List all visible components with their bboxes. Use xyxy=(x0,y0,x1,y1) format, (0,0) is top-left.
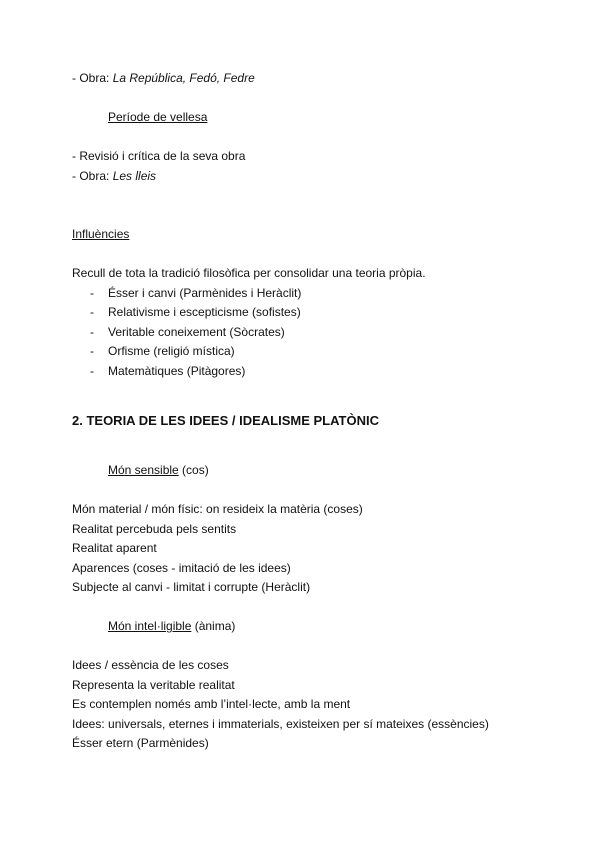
intelligible-line: Representa la veritable realitat xyxy=(72,677,235,692)
sensible-line: Realitat aparent xyxy=(72,541,157,555)
mon-sensible-label: Món sensible xyxy=(108,463,179,477)
mon-sensible-suffix: (cos) xyxy=(178,463,209,477)
influencies-list xyxy=(72,284,572,382)
sensible-line: Aparences (coses - imitació de les idees) xyxy=(72,560,291,575)
dash-bullet: - xyxy=(90,324,94,339)
mon-sensible-heading xyxy=(72,461,572,481)
periode-vellesa-heading xyxy=(72,108,572,128)
dash-bullet: - xyxy=(90,363,94,378)
document-page xyxy=(72,69,572,754)
mon-intelligible-heading xyxy=(72,617,572,637)
sensible-line: Realitat percebuda pels sentits xyxy=(72,521,237,536)
obra-prefix: - Obra: xyxy=(72,71,113,85)
list-item: - Relativisme i escepticisme (sofistes) xyxy=(72,303,572,323)
obra-line-1 xyxy=(72,69,572,89)
obra-titles: La República, Fedó, Fedre xyxy=(112,71,255,85)
obra-title: Les lleis xyxy=(112,168,157,183)
list-item: - Matemàtiques (Pitàgores) xyxy=(72,362,572,382)
intelligible-line: Ésser etern (Parmènides) xyxy=(72,736,209,750)
intelligible-line: Idees: universals, eternes i immaterials, existeixen per sí mateixes (essències) xyxy=(72,716,489,731)
mon-intelligible-label: Món intel·ligible xyxy=(108,619,192,633)
dash-bullet: - xyxy=(90,344,94,358)
intelligible-line: Es contemplen només amb l’intel·lecte, amb la ment xyxy=(72,697,351,711)
sensible-line: Món material / món físic: on resideix la matèria (coses) xyxy=(72,502,363,516)
list-item: - Ésser i canvi (Parmènides i Heràclit) xyxy=(72,284,572,304)
dash-bullet: - xyxy=(90,285,94,300)
obra-prefix: - Obra: xyxy=(72,168,113,183)
section-2-title: 2. TEORIA DE LES IDEES / IDEALISME PLATÒNIC xyxy=(72,413,379,428)
list-item: - Veritable coneixement (Sòcrates) xyxy=(72,323,572,343)
revisio-line: - Revisió i crítica de la seva obra xyxy=(72,149,246,163)
obra-line-2 xyxy=(72,167,572,187)
influencies-label: Influències xyxy=(72,227,130,241)
influencies-intro: Recull de tota la tradició filosòfica per consolidar una teoria pròpia. xyxy=(72,266,426,280)
mon-intelligible-suffix: (ànima) xyxy=(191,619,236,633)
intelligible-line: Idees / essència de les coses xyxy=(72,658,229,672)
list-item: - Orfisme (religió mística) xyxy=(72,342,572,362)
influencies-heading xyxy=(72,225,572,245)
dash-bullet: - xyxy=(90,305,94,319)
sensible-line: Subjecte al canvi - limitat i corrupte (Heràclit) xyxy=(72,580,311,594)
periode-vellesa-label: Període de vellesa xyxy=(108,110,208,124)
